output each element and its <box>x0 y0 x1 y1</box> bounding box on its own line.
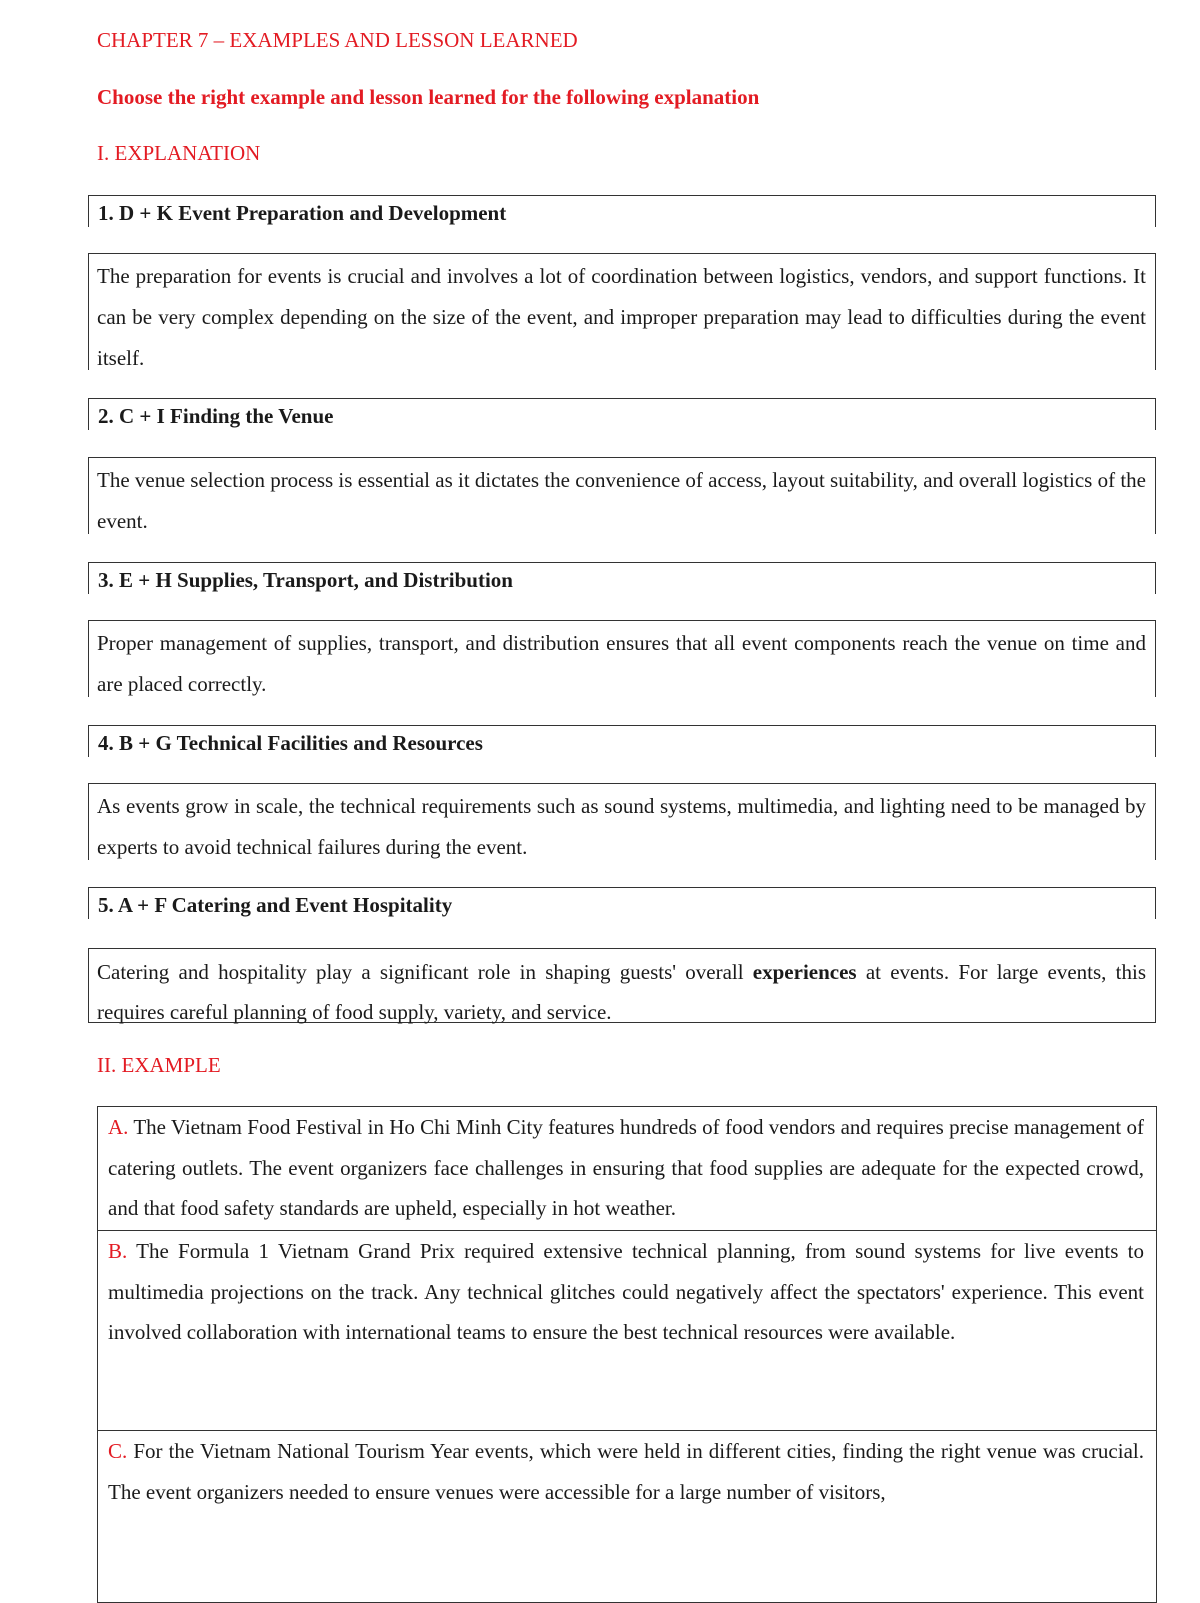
explanation-text-3: Proper management of supplies, transport, and distribution ensures that all event components reach the venue on time and are placed correctly. <box>88 620 1156 697</box>
example-text-b: The Formula 1 Vietnam Grand Prix required extensive technical planning, from sound systems for live events to multimedia projections on the track. Any technical glitches could negatively affect the spectators' experience. This event involved collaboration with international teams to ensure the best technical resources were available. <box>108 1239 1144 1344</box>
explanation-text-4: As events grow in scale, the technical requirements such as sound systems, multimedia, and lighting need to be managed by experts to avoid technical failures during the event. <box>88 783 1156 860</box>
section-heading-explanation: I. EXPLANATION <box>97 141 261 165</box>
example-letter-c: C. <box>108 1439 128 1463</box>
explanation-title-3: 3. E + H Supplies, Transport, and Distribution <box>88 562 1156 594</box>
explanation-title-2: 2. C + I Finding the Venue <box>88 398 1156 430</box>
explanation-text-5-part-2: at events. For large events, this requires careful planning of food supply, variety, and service. <box>97 960 1146 1024</box>
explanation-title-1: 1. D + K Event Preparation and Development <box>88 195 1156 227</box>
explanation-text-5-bold-word: experiences <box>752 960 857 984</box>
section-heading-example: II. EXAMPLE <box>97 1053 221 1077</box>
explanation-text-2: The venue selection process is essential as it dictates the convenience of access, layout suitability, and overall logistics of the event. <box>88 457 1156 534</box>
chapter-title: CHAPTER 7 – EXAMPLES AND LESSON LEARNED <box>97 28 578 52</box>
explanation-text-1: The preparation for events is crucial and involves a lot of coordination between logistics, vendors, and support functions. It can be very complex depending on the size of the event, and improper preparation may lead to difficulties during the event itself. <box>88 253 1156 370</box>
explanation-text-5-part-1: Catering and hospitality play a significant role in shaping guests' overall <box>97 960 753 984</box>
example-row-c <box>98 1431 1156 1603</box>
example-row-b <box>98 1231 1156 1431</box>
explanation-title-4: 4. B + G Technical Facilities and Resources <box>88 725 1156 757</box>
explanation-title-5: 5. A + F Catering and Event Hospitality <box>88 887 1156 919</box>
example-letter-b: B. <box>108 1239 128 1263</box>
example-text-a: The Vietnam Food Festival in Ho Chi Minh City features hundreds of food vendors and requires precise management of catering outlets. The event organizers face challenges in ensuring that food supplies are adequate for the expected crowd, and that food safety standards are upheld, especially in hot weather. <box>108 1115 1144 1220</box>
instruction-text: Choose the right example and lesson learned for the following explanation <box>97 85 760 109</box>
example-row-a <box>98 1107 1156 1231</box>
example-letter-a: A. <box>108 1115 129 1139</box>
example-text-c: For the Vietnam National Tourism Year events, which were held in different cities, finding the right venue was crucial. The event organizers needed to ensure venues were accessible for a large number of visitors, <box>108 1439 1144 1504</box>
explanation-text-5 <box>88 948 1156 1023</box>
examples-table <box>97 1106 1157 1603</box>
